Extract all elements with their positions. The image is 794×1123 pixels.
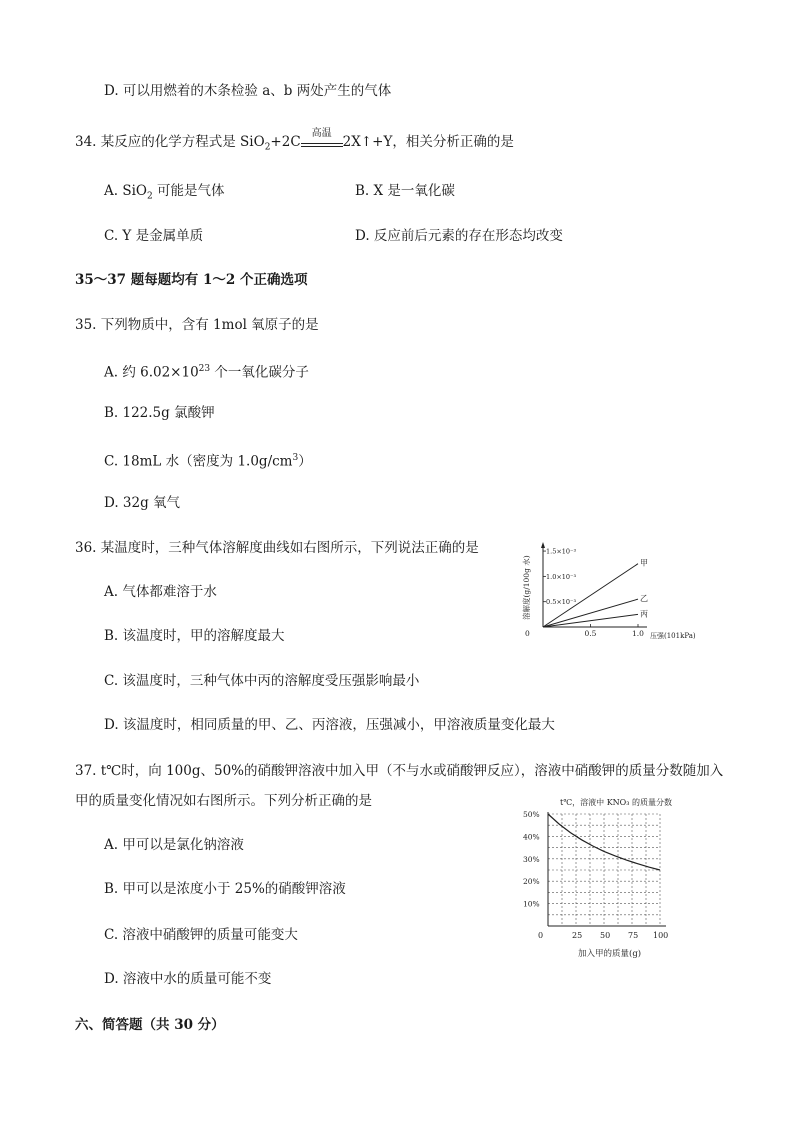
series-label-2: 乙	[640, 594, 648, 604]
q34-option-a-prefix: A. SiO	[104, 183, 147, 199]
q35-option-a-sup: 23	[198, 364, 211, 374]
y-tick-label: 0.5×10⁻³	[546, 598, 577, 607]
q34-option-b: B. X 是一氧化碳	[355, 183, 455, 199]
q36-option-b: B. 该温度时，甲的溶解度最大	[104, 628, 285, 644]
q35-option-c	[104, 449, 312, 471]
reaction-condition: 高温	[311, 127, 332, 139]
q34-stem-mid: +2C	[270, 134, 301, 150]
q35-stem: 35. 下列物质中，含有 1mol 氧原子的是	[75, 317, 319, 333]
q34-stem-prefix: 34. 某反应的化学方程式是 SiO	[75, 134, 265, 150]
q34-stem	[75, 127, 514, 157]
series-label-3: 丙	[640, 609, 648, 619]
q34-option-a	[104, 182, 225, 206]
section6-heading: 六、简答题（共 30 分）	[75, 1017, 225, 1033]
y-tick-label: 1.5×10⁻³	[546, 547, 577, 556]
q37-option-d: D. 溶液中水的质量可能不变	[104, 971, 272, 987]
q35-option-c-suffix: ）	[298, 453, 312, 470]
y-axis-arrow	[541, 542, 545, 548]
q35-option-a	[104, 360, 309, 382]
q34-option-d: D. 反应前后元素的存在形态均改变	[355, 228, 563, 244]
q37-option-a: A. 甲可以是氯化钠溶液	[104, 837, 244, 853]
y-tick-label: 40%	[523, 832, 540, 842]
q34-option-c: C. Y 是金属单质	[104, 228, 204, 244]
origin-label: 0	[525, 629, 530, 638]
x-tick-label: 0	[538, 931, 544, 940]
y-tick-label: 50%	[523, 810, 540, 819]
x-axis-label: 压强(101kPa)	[650, 632, 696, 640]
x-tick-label: 0.5	[584, 629, 597, 638]
x-tick-label: 50	[600, 931, 611, 940]
q34-sub: 2	[264, 142, 271, 153]
q35-option-d: D. 32g 氧气	[104, 495, 181, 511]
q35-option-a-prefix: A. 约 6.02×10	[104, 364, 199, 381]
y-tick-label: 30%	[523, 854, 540, 864]
x-axis-label: 加入甲的质量(g)	[578, 949, 642, 959]
reaction-condition-sign	[301, 127, 343, 150]
y-tick-label: 1.0×10⁻³	[546, 572, 577, 581]
section-note: 35～37 题每题均有 1～2 个正确选项	[75, 272, 308, 288]
x-tick-label: 1.0	[632, 629, 644, 638]
q36-stem: 36. 某温度时，三种气体溶解度曲线如右图所示，下列说法正确的是	[75, 540, 479, 556]
q36-option-d: D. 该温度时，相同质量的甲、乙、丙溶液，压强减小，甲溶液质量变化最大	[104, 717, 555, 733]
q34-option-a-suffix: 可能是气体	[152, 183, 225, 199]
x-tick-label: 75	[628, 931, 639, 940]
q37-stem-line2: 甲的质量变化情况如右图所示。下列分析正确的是	[75, 793, 372, 809]
q33-option-d: D. 可以用燃着的木条检验 a、b 两处产生的气体	[104, 83, 392, 99]
q35-option-a-suffix: 个一氧化碳分子	[210, 364, 309, 381]
q35-option-b: B. 122.5g 氯酸钾	[104, 405, 215, 421]
q34-option-a-sub: 2	[146, 191, 153, 202]
q37-stem-line1: 37. t℃时，向 100g、50%的硝酸钾溶液中加入甲（不与水或硝酸钾反应），溶液中硝酸钾的质量分数随加入	[75, 763, 724, 779]
q37-option-b: B. 甲可以是浓度小于 25%的硝酸钾溶液	[104, 881, 346, 897]
q36-option-c: C. 该温度时，三种气体中丙的溶解度受压强影响最小	[104, 673, 420, 689]
series-label-1: 甲	[640, 558, 648, 568]
chart2-title: t℃，溶液中 KNO₃ 的质量分数	[560, 798, 672, 807]
q36-option-a: A. 气体都难溶于水	[104, 584, 217, 600]
solubility-chart	[522, 538, 710, 643]
q34-stem-suffix: 2X↑+Y，相关分析正确的是	[342, 134, 514, 150]
x-tick-label: 100	[653, 931, 669, 940]
q35-option-c-prefix: C. 18mL 水（密度为 1.0g/cm	[104, 453, 293, 470]
q35-option-c-sup: 3	[292, 453, 299, 463]
y-axis-label: 溶解度(g/100g 水)	[522, 555, 531, 620]
q37-option-c: C. 溶液中硝酸钾的质量可能变大	[104, 927, 298, 943]
x-tick-label: 25	[572, 931, 583, 940]
y-tick-label: 20%	[523, 877, 540, 887]
y-tick-label: 10%	[523, 899, 540, 909]
kno3-fraction-chart	[520, 792, 700, 962]
